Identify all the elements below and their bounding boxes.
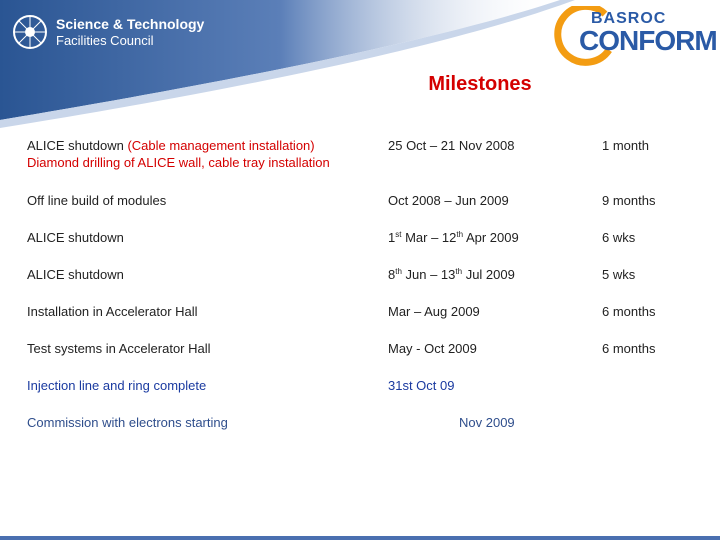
milestone-row bbox=[0, 377, 720, 411]
milestone-task: ALICE shutdown bbox=[27, 267, 124, 282]
date-suffix: st bbox=[395, 230, 402, 239]
footer-rule bbox=[0, 536, 720, 540]
date-end: Jul 2009 bbox=[462, 267, 515, 282]
milestone-date bbox=[388, 266, 515, 283]
milestone-row bbox=[0, 229, 720, 263]
date-suffix: th bbox=[455, 267, 463, 276]
milestone-date: 31st Oct 09 bbox=[388, 378, 455, 393]
date-suffix: th bbox=[456, 230, 464, 239]
stfc-name-line1: Science & Technology bbox=[56, 16, 205, 32]
conform-wordmark: CONFORM bbox=[579, 25, 717, 56]
milestone-date: Mar – Aug 2009 bbox=[388, 304, 480, 319]
milestone-date: 25 Oct – 21 Nov 2008 bbox=[388, 138, 515, 153]
stfc-name-line2: Facilities Council bbox=[56, 33, 154, 48]
milestone-date: Oct 2008 – Jun 2009 bbox=[388, 193, 509, 208]
milestone-duration: 1 month bbox=[602, 138, 649, 153]
milestone-row bbox=[0, 303, 720, 337]
milestone-row bbox=[0, 266, 720, 300]
basroc-wordmark: BASROC bbox=[591, 10, 667, 27]
milestone-row bbox=[0, 414, 720, 448]
page-title: Milestones bbox=[428, 73, 532, 95]
milestone-task: ALICE shutdown bbox=[27, 230, 124, 245]
milestone-date: May - Oct 2009 bbox=[388, 341, 477, 356]
milestone-task: Test systems in Accelerator Hall bbox=[27, 341, 211, 356]
task-detail: (Cable management installation) bbox=[127, 138, 315, 153]
date-end: Apr 2009 bbox=[463, 230, 519, 245]
milestone-duration: 6 months bbox=[602, 304, 656, 319]
date-mid: Jun – 13 bbox=[401, 267, 456, 282]
stfc-logo bbox=[12, 14, 205, 54]
stfc-emblem-icon bbox=[12, 14, 48, 50]
milestone-task: Commission with electrons starting bbox=[27, 415, 228, 430]
milestone-task bbox=[27, 137, 330, 171]
date-mid: Mar – 12 bbox=[401, 230, 457, 245]
milestone-duration: 5 wks bbox=[602, 267, 636, 282]
date-day: 1 bbox=[388, 230, 396, 245]
milestone-duration: 6 months bbox=[602, 341, 656, 356]
milestone-task: Injection line and ring complete bbox=[27, 378, 207, 393]
milestone-row bbox=[0, 340, 720, 374]
milestone-date: Nov 2009 bbox=[459, 415, 515, 430]
task-main: ALICE shutdown bbox=[27, 138, 128, 153]
milestone-task: Off line build of modules bbox=[27, 193, 167, 208]
task-subdetail: Diamond drilling of ALICE wall, cable tray installation bbox=[27, 155, 330, 170]
milestone-row bbox=[0, 192, 720, 226]
basroc-conform-logo bbox=[553, 6, 717, 68]
milestone-date bbox=[388, 229, 519, 246]
milestone-duration: 6 wks bbox=[602, 230, 636, 245]
date-day: 8 bbox=[388, 267, 396, 282]
milestone-duration: 9 months bbox=[602, 193, 656, 208]
milestone-row bbox=[0, 137, 720, 171]
date-suffix: th bbox=[395, 267, 402, 276]
milestone-task: Installation in Accelerator Hall bbox=[27, 304, 198, 319]
